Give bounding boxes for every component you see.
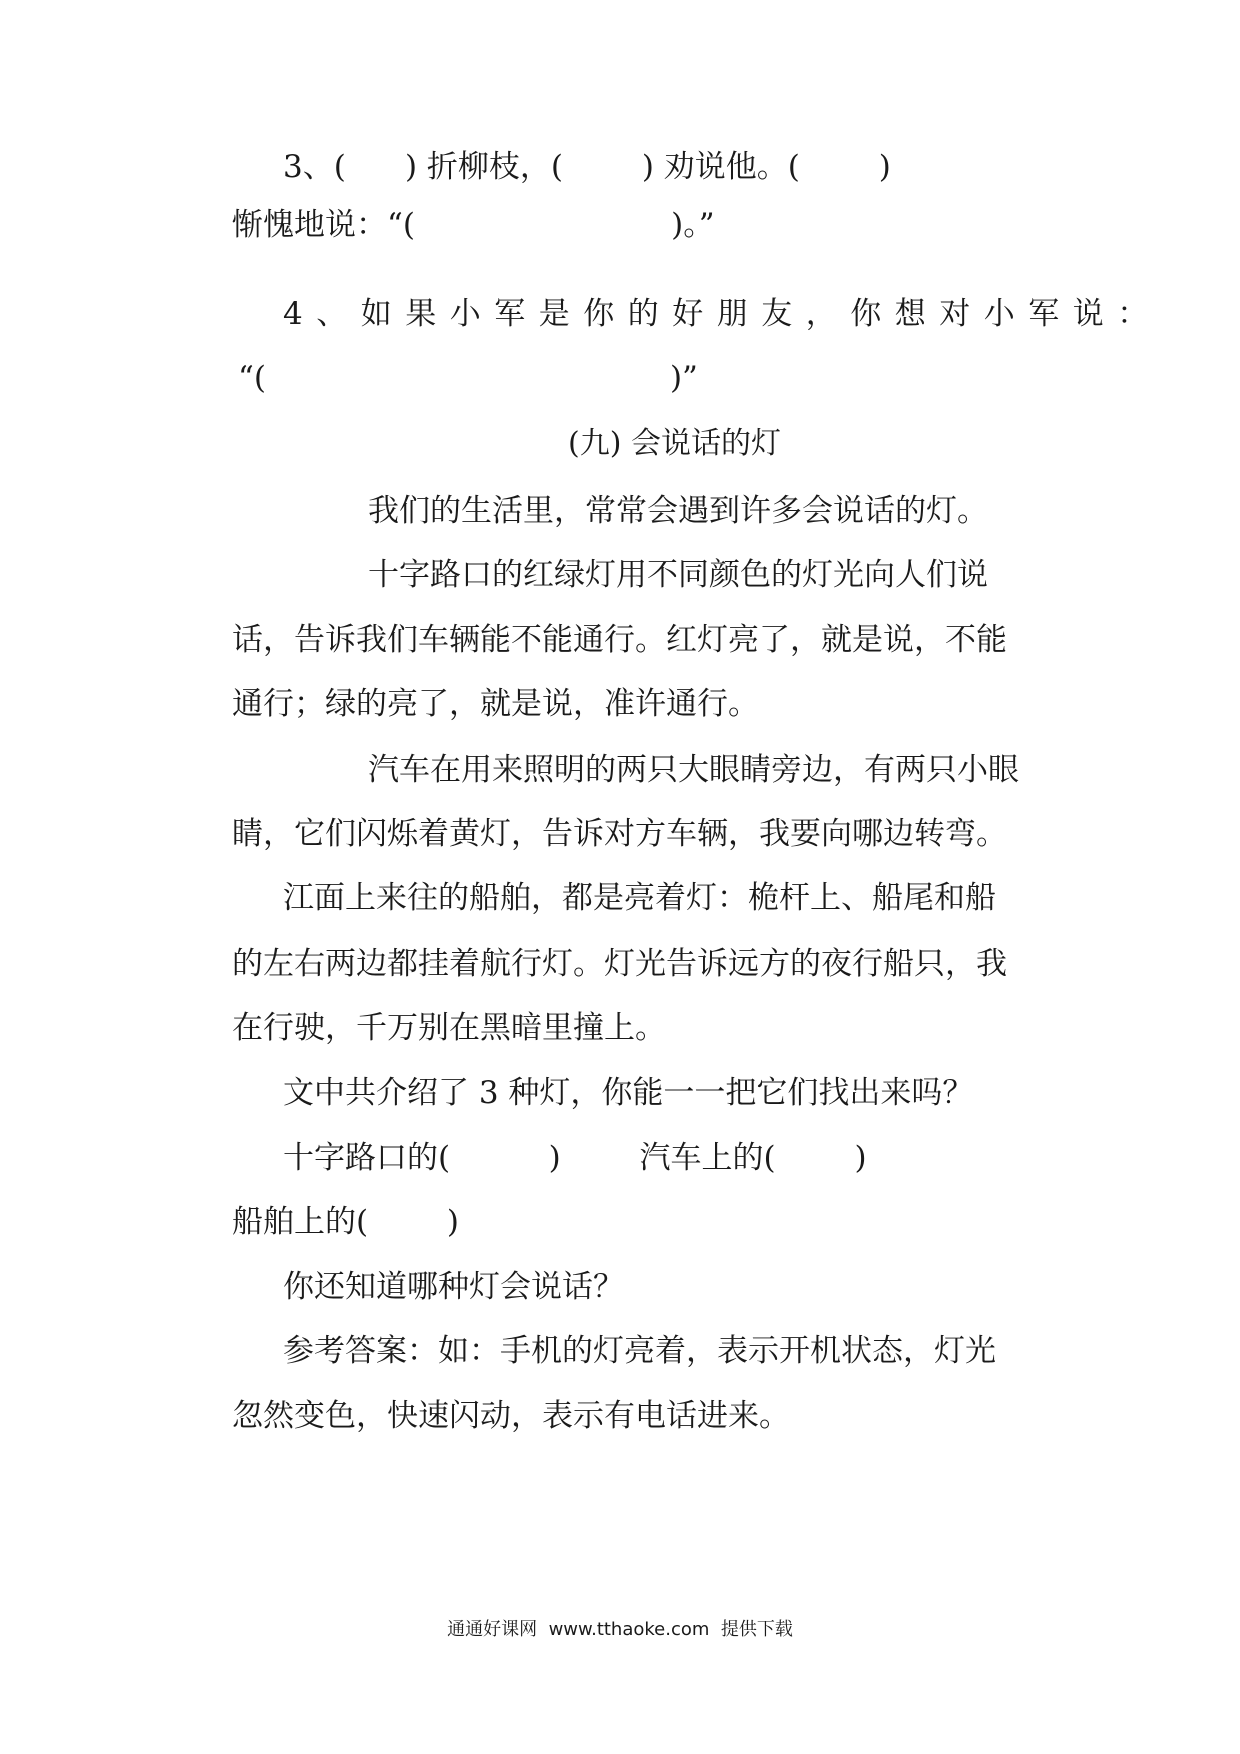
paragraph-2-line-1: 十字路口的红绿灯用不同颜色的灯光向人们说 bbox=[368, 557, 988, 593]
exercise-blanks-line-1: 十字路口的( ) 汽车上的( ) bbox=[283, 1140, 867, 1176]
paragraph-1: 我们的生活里，常常会遇到许多会说话的灯。 bbox=[368, 493, 988, 529]
exercise-question: 文中共介绍了 3 种灯，你能一一把它们找出来吗？ bbox=[283, 1075, 974, 1111]
section-title: (九) 会说话的灯 bbox=[568, 426, 781, 461]
page-footer: 通通好课网 www.tthaoke.com 提供下载 bbox=[447, 1619, 793, 1640]
question-3-line-1: 3、( ) 折柳枝，( ) 劝说他。( ) bbox=[283, 149, 891, 185]
paragraph-2-line-3: 通行；绿的亮了，就是说，准许通行。 bbox=[232, 686, 759, 722]
question-3-line-2: 惭愧地说：“( )。” bbox=[232, 207, 715, 243]
paragraph-4-line-3: 在行驶，千万别在黑暗里撞上。 bbox=[232, 1010, 666, 1046]
reference-answer-line-2: 忽然变色，快速闪动，表示有电话进来。 bbox=[232, 1398, 790, 1434]
paragraph-3-line-2: 睛，它们闪烁着黄灯，告诉对方车辆，我要向哪边转弯。 bbox=[232, 816, 1007, 852]
extension-question: 你还知道哪种灯会说话？ bbox=[283, 1269, 624, 1305]
paragraph-4-line-1: 江面上来往的船舶，都是亮着灯：桅杆上、船尾和船 bbox=[283, 880, 996, 916]
reference-answer-line-1: 参考答案：如：手机的灯亮着，表示开机状态，灯光 bbox=[283, 1333, 996, 1369]
question-4-line-2: “( )” bbox=[238, 360, 698, 396]
paragraph-3-line-1: 汽车在用来照明的两只大眼睛旁边，有两只小眼 bbox=[368, 752, 1019, 788]
question-4-line-1: 4、如果小军是你的好朋友，你想对小军说： bbox=[283, 296, 1162, 332]
paragraph-4-line-2: 的左右两边都挂着航行灯。灯光告诉远方的夜行船只，我 bbox=[232, 946, 1007, 982]
paragraph-2-line-2: 话，告诉我们车辆能不能通行。红灯亮了，就是说，不能 bbox=[232, 622, 1007, 658]
exercise-blanks-line-2: 船舶上的( ) bbox=[232, 1204, 460, 1240]
